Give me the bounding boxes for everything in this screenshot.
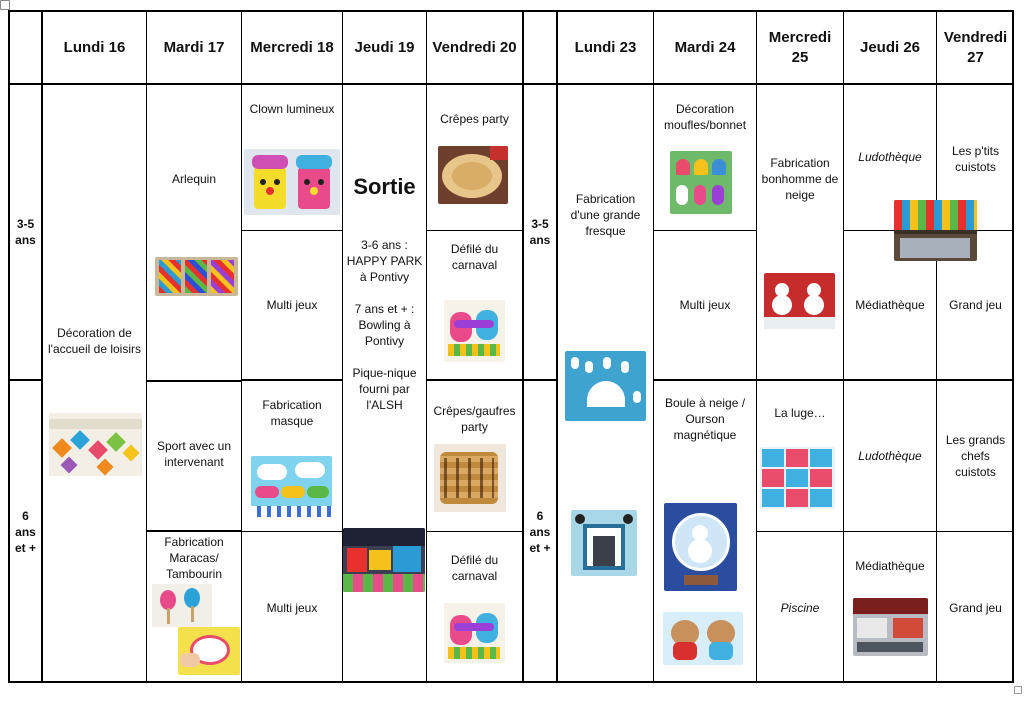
w2-mercredi-young [757, 85, 844, 381]
header-mardi-17: Mardi 17 [147, 12, 242, 85]
kites-decoration-image [49, 413, 142, 476]
w1-mardi-older-2-text: Fabrication Maracas/ Tambourin [164, 535, 224, 581]
corner-cell [10, 12, 43, 85]
frame-craft-image [571, 510, 637, 576]
header-vendredi-20: Vendredi 20 [427, 12, 524, 85]
header-lundi-23: Lundi 23 [558, 12, 654, 85]
w1-lundi-text: Décoration de l'accueil de loisirs [48, 326, 141, 356]
w2-vendredi-older-2-text: Grand jeu [949, 600, 1002, 615]
w1-mardi-young [147, 85, 242, 381]
w2-mardi-young-2 [654, 231, 757, 381]
w2-vendredi-older-1-text: Les grands chefs cuistots [945, 433, 1006, 479]
w1-jeudi-line3: Pique-nique fourni par l'ALSH [352, 366, 417, 412]
luge-image [760, 447, 835, 509]
clown-lumineux-image [244, 149, 340, 215]
maracas-image [152, 584, 212, 627]
w1-lundi-cell [43, 85, 147, 683]
w1-mercredi-young-2 [242, 231, 343, 381]
w2-vendredi-young-1-text: Les p'tits cuistots [952, 144, 999, 174]
header-jeudi-19: Jeudi 19 [343, 12, 427, 85]
w2-mercredi-young-text: Fabrication bonhomme de neige [761, 156, 839, 202]
w1-mercredi-older-2 [242, 532, 343, 683]
w2-vendredi-young-2-text: Grand jeu [949, 298, 1002, 312]
w1-mardi-older-1-text: Sport avec un intervenant [156, 439, 232, 469]
bonhomme-neige-image [764, 273, 835, 329]
w1-jeudi-title: Sortie [353, 174, 416, 199]
crepes-image [438, 146, 508, 204]
separator-header [524, 12, 558, 85]
w2-vendredi-older-2 [937, 532, 1014, 683]
w1-jeudi-cell [343, 85, 427, 683]
carnaval-image-1 [444, 300, 505, 362]
age-3-5-left: 3-5 ans [10, 85, 43, 381]
w1-vendredi-young-1-text: Crêpes party [440, 112, 509, 126]
mediatheque-image [853, 598, 928, 656]
header-mercredi-25: Mercredi 25 [757, 12, 844, 85]
w1-vendredi-older-2-text: Défilé du carnaval [450, 553, 499, 583]
boule-a-neige-image [664, 503, 737, 591]
w2-mardi-young-1-text: Décoration moufles/bonnet [663, 102, 747, 132]
header-vendredi-27: Vendredi 27 [937, 12, 1014, 85]
w2-mercredi-older-2 [757, 532, 844, 683]
w1-vendredi-older-1-text: Crêpes/gaufres party [433, 404, 516, 434]
schedule-table [8, 10, 1014, 683]
tambourin-image [178, 627, 240, 675]
arlequin-image [155, 257, 238, 296]
w1-mercredi-young-1-text: Clown lumineux [249, 102, 335, 116]
w2-mercredi-older-1-text: La luge… [774, 406, 826, 420]
w1-mercredi-young-2-text: Multi jeux [266, 298, 318, 312]
age-6-plus-left: 6 ans et + [10, 381, 43, 683]
ourson-image [663, 612, 743, 665]
w1-jeudi-line1: 3-6 ans : HAPPY PARK à Pontivy [346, 238, 423, 284]
w1-mercredi-older-1-text: Fabrication masque [262, 398, 322, 428]
header-mardi-24: Mardi 24 [654, 12, 757, 85]
gaufres-image [434, 444, 506, 512]
header-mercredi-18: Mercredi 18 [242, 12, 343, 85]
w2-mardi-young-2-text: Multi jeux [679, 298, 731, 312]
masque-image [251, 456, 332, 517]
w2-jeudi-older-2-text: Médiathèque [855, 559, 925, 573]
w2-jeudi-young-1-text: Ludothèque [858, 150, 922, 164]
w1-jeudi-line2: 7 ans et + : Bowling à Pontivy [354, 302, 415, 348]
w2-jeudi-older-1 [844, 381, 937, 532]
w1-mercredi-older-2-text: Multi jeux [266, 600, 318, 615]
w2-mardi-older-text: Boule à neige / Ourson magnétique [664, 396, 746, 442]
w1-mardi-older-1 [147, 381, 242, 532]
page-corner-marker [0, 0, 10, 10]
w2-mercredi-older-2-text: Piscine [780, 600, 820, 615]
age-6-plus-middle: 6 ans et + [524, 381, 558, 683]
header-lundi-16: Lundi 16 [43, 12, 147, 85]
w2-jeudi-older-1-text: Ludothèque [858, 449, 922, 463]
w1-vendredi-young-2-text: Défilé du carnaval [450, 242, 499, 272]
age-3-5-middle: 3-5 ans [524, 85, 558, 381]
header-jeudi-26: Jeudi 26 [844, 12, 937, 85]
ludotheque-image [894, 200, 977, 261]
page-corner-marker-2 [1014, 686, 1022, 694]
w2-vendredi-older-1 [937, 381, 1014, 532]
w2-lundi-text: Fabrication d'une grande fresque [570, 192, 641, 238]
moufles-bonnet-image [670, 151, 732, 214]
w2-jeudi-young-2-text: Médiathèque [855, 298, 925, 312]
carnaval-image-2 [444, 603, 505, 663]
fresque-igloo-image [565, 351, 646, 421]
w1-mardi-young-text: Arlequin [171, 172, 217, 186]
happy-park-image [343, 528, 425, 592]
